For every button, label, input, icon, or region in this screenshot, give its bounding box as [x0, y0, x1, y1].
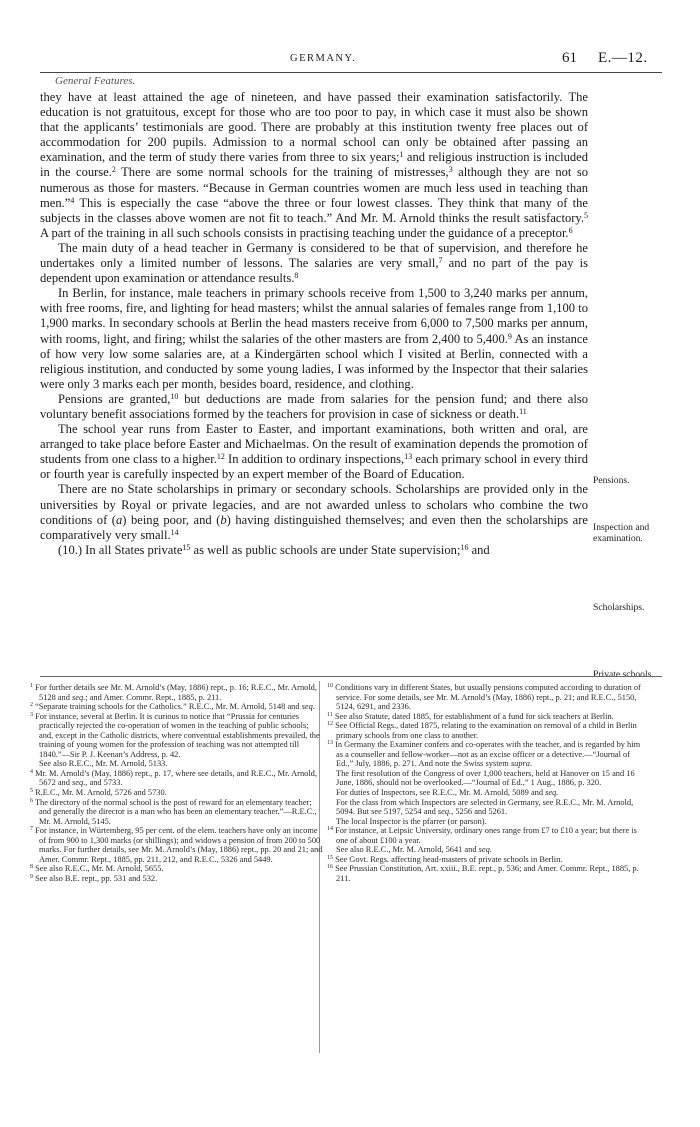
footnote: $^{10}$ Conditions vary in different States, but usually pensions computed according to duration of service. For some details, see Mr. M. Arnold’s (May, 1886) rept., p. 21; and R.E.C., 5150, 5124, 6291, and 2336.: [327, 683, 641, 712]
footnote: $^4$ Mr. M. Arnold’s (May, 1886) rept., p. 17, where see details, and R.E.C., Mr. Arnold, 5672 and seq., and 5733.: [30, 768, 317, 788]
footnote-rule: [40, 676, 662, 677]
footnote: See also R.E.C., Mr. M. Arnold, 5133.: [39, 759, 168, 769]
margin-note-scholarships: Scholarships.: [593, 602, 645, 613]
footnote: $^{14}$ For instance, at Leipsic University, ordinary ones range from £7 to £10 a year; but there is one of about £100 a year.: [327, 826, 637, 845]
footnote: For the class from which Inspectors are selected in Germany, see R.E.C., Mr. M. Arnold, 5094. But see 5197, 5254 and seq., 5256 and 5261.: [336, 797, 634, 817]
page-number: 61: [562, 50, 577, 66]
footnote: $^5$ R.E.C., Mr. M. Arnold, 5726 and 5730.: [30, 788, 167, 798]
margin-note-private-schools: Private schools.: [593, 669, 654, 680]
footnotes-left-column: [30, 683, 324, 883]
footnote: $^{12}$ See Official Regs., dated 1875, relating to the examination on removal of a child in Berlin primary schools from one class to another.: [327, 721, 637, 740]
footnote: $^{16}$ See Prussian Constitution, Art. xxiii., B.E. rept., p. 536; and Amer. Commr. Rept., 1885, p. 211.: [327, 864, 639, 883]
body-paragraph: Pensions are granted,$^{10}$ but deductions are made from salaries for the pension fund; and there also voluntary benefit associations formed by the teachers for provision in case of sickness or death.$^{11}$: [40, 391, 589, 421]
footnote: $^1$ For further details see Mr. M. Arnold’s (May, 1886) rept., p. 16; R.E.C., Mr. Arnold, 5128 and seq.; and Amer. Commr. Rept., 1885, p. 211.: [30, 683, 317, 702]
body-paragraph: they have at least attained the age of nineteen, and have passed their examination satisfactorily. The education is not gratuitous, except for those who are too poor to pay, in which case it must also be shown that the applicants’ testimonials are good. There are probably at this institution twenty free places out of accommodation for 200 pupils. Admission to a normal school can only be obtained after passing an examination, and the term of study there varies from three to six years;$^1$ and religious instruction is included in the course.$^2$ There are some normal schools for the training of mistresses,$^3$ although they are not so numerous as those for masters. “Because in German countries women are much less used in teaching than men.”$^4$ This is especially the case “above the three or four lowest classes. They think that many of the subjects in the classes above women are not fit to teach.” And Mr. M. Arnold thinks the result satisfactory.$^5$ A part of the training in all such schools consists in practising teaching under the guidance of a preceptor.$^6$: [40, 90, 589, 240]
footnote: $^3$ For instance, several at Berlin. It is curious to notice that “Prussia for centuries practically rejected the co-operation of women in the teaching of public schools; and, except in the Catholic districts, where conventual establishments prevailed, the training of young women for the profession of teaching was not attempted till 1840.”—Sir P. J. Keenan’s Address, p. 42.: [30, 711, 320, 759]
footnote: $^2$ “Separate training schools for the Catholics.” R.E.C., Mr. M. Arnold, 5148 and seq.: [30, 702, 315, 712]
footnote: The first resolution of the Congress of over 1,000 teachers, held at Hanover on 15 and 16 June, 1886, should not be overlooked.—“Journal of Ed.,” 1 Aug., 1886, p. 320.: [336, 768, 635, 788]
body-paragraph: (10.) In all States private$^{15}$ as well as public schools are under State supervision;$^{16}$ and: [58, 542, 490, 557]
footnote: $^8$ See also R.E.C., Mr. M. Arnold, 5655.: [30, 864, 164, 874]
footnote: The local Inspector is the pfarrer (or parson).: [336, 816, 487, 826]
body-paragraph: There are no State scholarships in primary or secondary schools. Scholarships are provided only in the universities by Royal or private legacies, and are not awarded unless to scholars who combine the two conditions of (a) being poor, and (b) having distinguished themselves; and even then the scholarships are comparatively very small.$^{14}$: [40, 482, 588, 542]
margin-note-inspection: Inspection and examination.: [593, 522, 650, 544]
footnote: $^{13}$ In Germany the Examiner confers and co-operates with the teacher, and is regarded by him as a counseller and fellow-worker—not as an excise officer or a detective.—“Journal of Ed.,” July, 1886, p. 271. And note the Swiss system supra.: [327, 740, 641, 769]
running-header: [0, 50, 700, 70]
footnote: $^{15}$ See Govt. Regs. affecting head-masters of private schools in Berlin.: [327, 854, 563, 864]
body-paragraph: The school year runs from Easter to Easter, and important examinations, both written and oral, are arranged to take place before Easter and Michaelmas. On the result of examination depends the promotion of students from one class to a higher.$^{12}$ In addition to ordinary inspections,$^{13}$ each primary school in every third or fourth year is carefully inspected by an expert member of the Board of Education.: [40, 422, 588, 482]
footnote: $^6$ The directory of the normal school is the post of reward for an elementary teacher; and generally the director is a man who has been an elementary teacher.”—R.E.C., Mr. M. Arnold, 5145.: [30, 797, 317, 826]
footnotes-right-column: [327, 683, 641, 883]
footnote: $^9$ See also B.E. rept., pp. 531 and 532.: [30, 873, 158, 883]
header-rule: [40, 72, 662, 73]
footnote: $^{11}$ See also Statute, dated 1885, for establishment of a fund for sick teachers at Berlin.: [327, 711, 614, 721]
footnote: $^7$ For instance, in Würtemberg, 95 per cent. of the elem. teachers have only an income of from 900 to 1,300 marks (or shillings); and widows a pension of from 200 to 500 marks. For further details, see Mr. M. Arnold’s (May, 1886) rept., pp. 20 and 21; and Amer. Commr. Rept., 1885, pp. 211, 212, and R.E.C., 5326 and 5449.: [30, 826, 323, 864]
main-body-text: [40, 90, 588, 558]
footnote: See also R.E.C., Mr. M. Arnold, 5641 and seq.: [336, 845, 492, 855]
body-paragraph: The main duty of a head teacher in Germany is considered to be that of supervision, and therefore he undertakes only a limited number of lessons. The salaries are very small,$^7$ and no part of the pay is dependent upon examination or attendance results.$^8$: [40, 240, 589, 286]
body-paragraph: In Berlin, for instance, male teachers in primary schools receive from 1,500 to 3,240 marks per annum, with free rooms, fire, and lighting for head masters; whilst the annual salaries of females range from 1,100 to 1,900 marks. In secondary schools at Berlin the head masters receive from 6,000 to 7,500 marks per annum, with rooms, light, and firing; whilst the salaries of the other masters are from 2,400 to 5,400.$^9$ As an instance of how very low some salaries are, at a Kindergärten school which I visited at Berlin, connected with a religious institution, and conducted by some young ladies, I was informed by the Inspector that their salaries were only 3 marks each per month, besides board, residence, and clothing.: [40, 286, 588, 391]
document-code: E.—12.: [598, 50, 648, 66]
footnote: For duties of Inspectors, see R.E.C., Mr. M. Arnold, 5089 and seq.: [336, 788, 559, 798]
margin-note-pensions: Pensions.: [593, 475, 630, 486]
section-label: General Features.: [55, 75, 136, 87]
running-title: GERMANY.: [290, 53, 357, 64]
